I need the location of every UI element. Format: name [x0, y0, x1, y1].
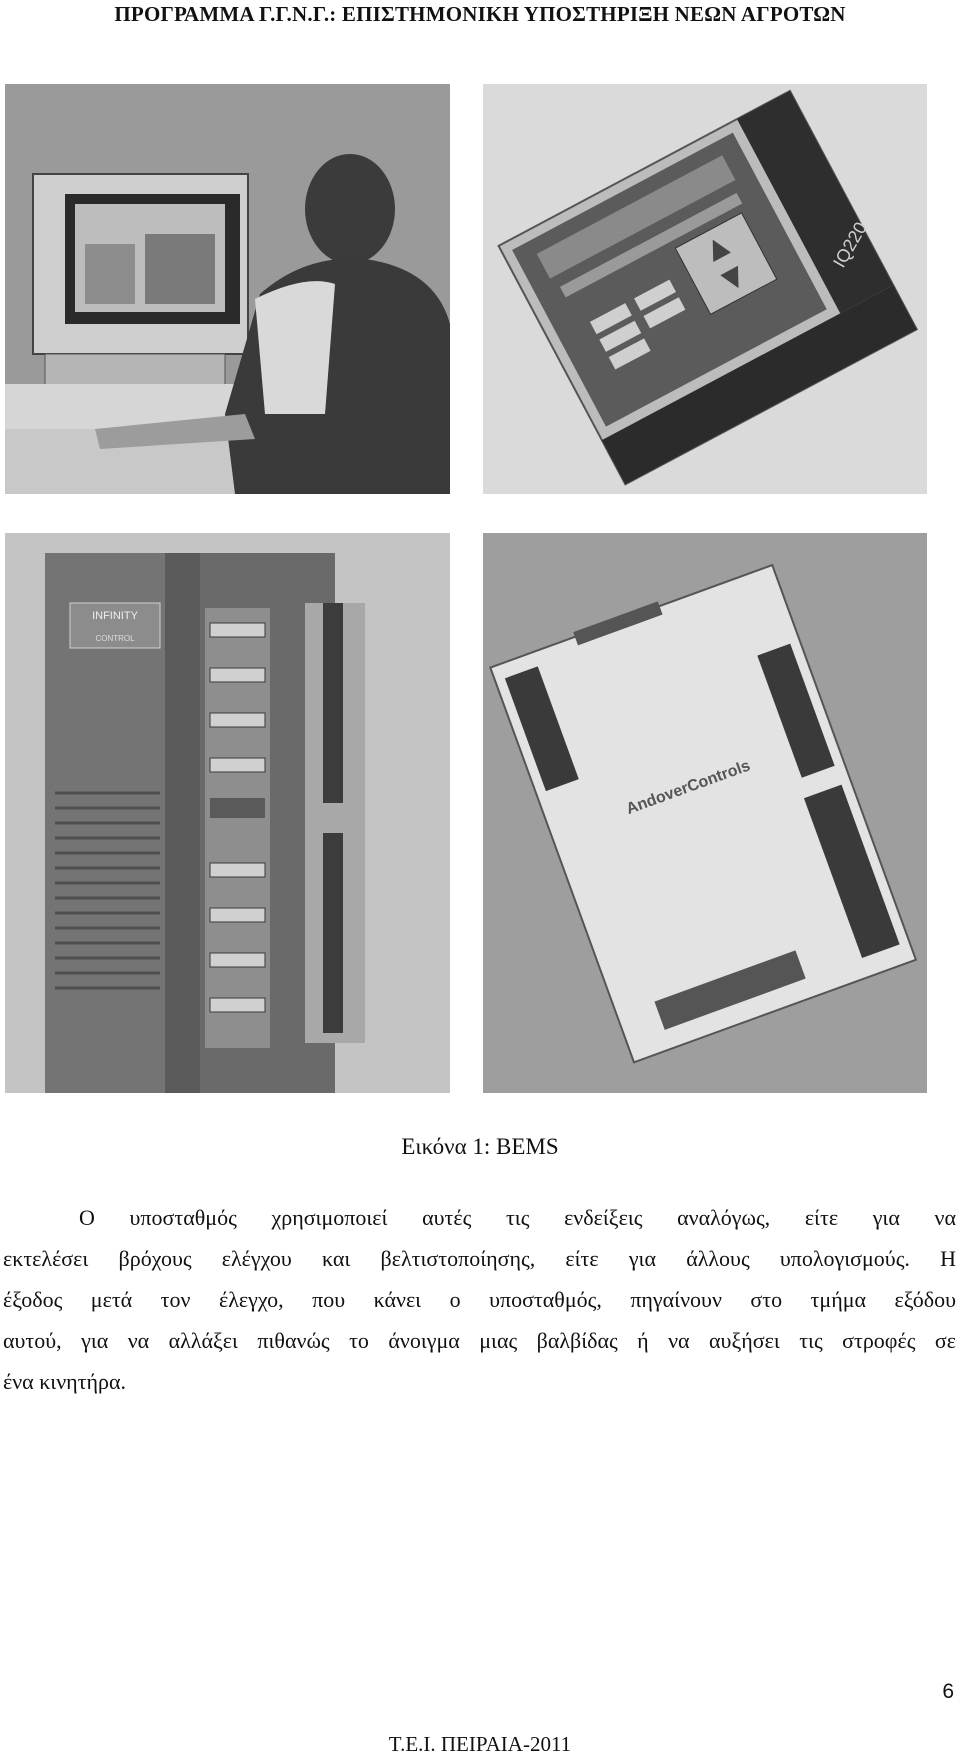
paragraph-line: ένα κινητήρα.: [3, 1369, 127, 1394]
page-number: 6: [942, 1680, 954, 1703]
paragraph-line: αυτού, για να αλλάξει πιθανώς το άνοιγμα μιας βαλβίδας ή να αυξήσει τις στροφές σε: [3, 1328, 956, 1353]
page-header: ΠΡΟΓΡΑΜΜΑ Γ.Γ.Ν.Γ.: ΕΠΙΣΤΗΜΟΝΙΚΗ ΥΠΟΣΤΗΡΙΞΗ ΝΕΩΝ ΑΓΡΟΤΩΝ: [114, 2, 846, 26]
photo-controller-panel: [483, 84, 927, 494]
cabinet-sublabel: CONTROL: [95, 634, 135, 643]
cabinet-label: INFINITY: [92, 610, 138, 622]
photo-infinity-cabinet: [5, 533, 450, 1093]
paragraph-line: εκτελέσει βρόχους ελέγχου και βελτιστοποίησης, είτε για άλλους υπολογισμούς. Η: [3, 1246, 956, 1271]
paragraph-line: Ο υποσταθμός χρησιμοποιεί αυτές τις ενδείξεις αναλόγως, είτε για να: [79, 1205, 956, 1230]
figure-caption: Εικόνα 1: BEMS: [401, 1134, 559, 1159]
page-footer: Τ.Ε.Ι. ΠΕΙΡΑΙΑ-2011: [388, 1732, 572, 1756]
andover-brand-label: AndoverControls: [624, 757, 753, 819]
photo-operator-at-computer: [5, 84, 450, 494]
paragraph-line: έξοδος μετά τον έλεγχο, που κάνει ο υποσταθμός, πηγαίνουν στο τμήμα εξόδου: [3, 1287, 956, 1312]
body-paragraph: [3, 1197, 956, 1402]
controller-label-iq220: IQ220: [829, 218, 871, 271]
photo-andover-controller: [483, 533, 927, 1093]
